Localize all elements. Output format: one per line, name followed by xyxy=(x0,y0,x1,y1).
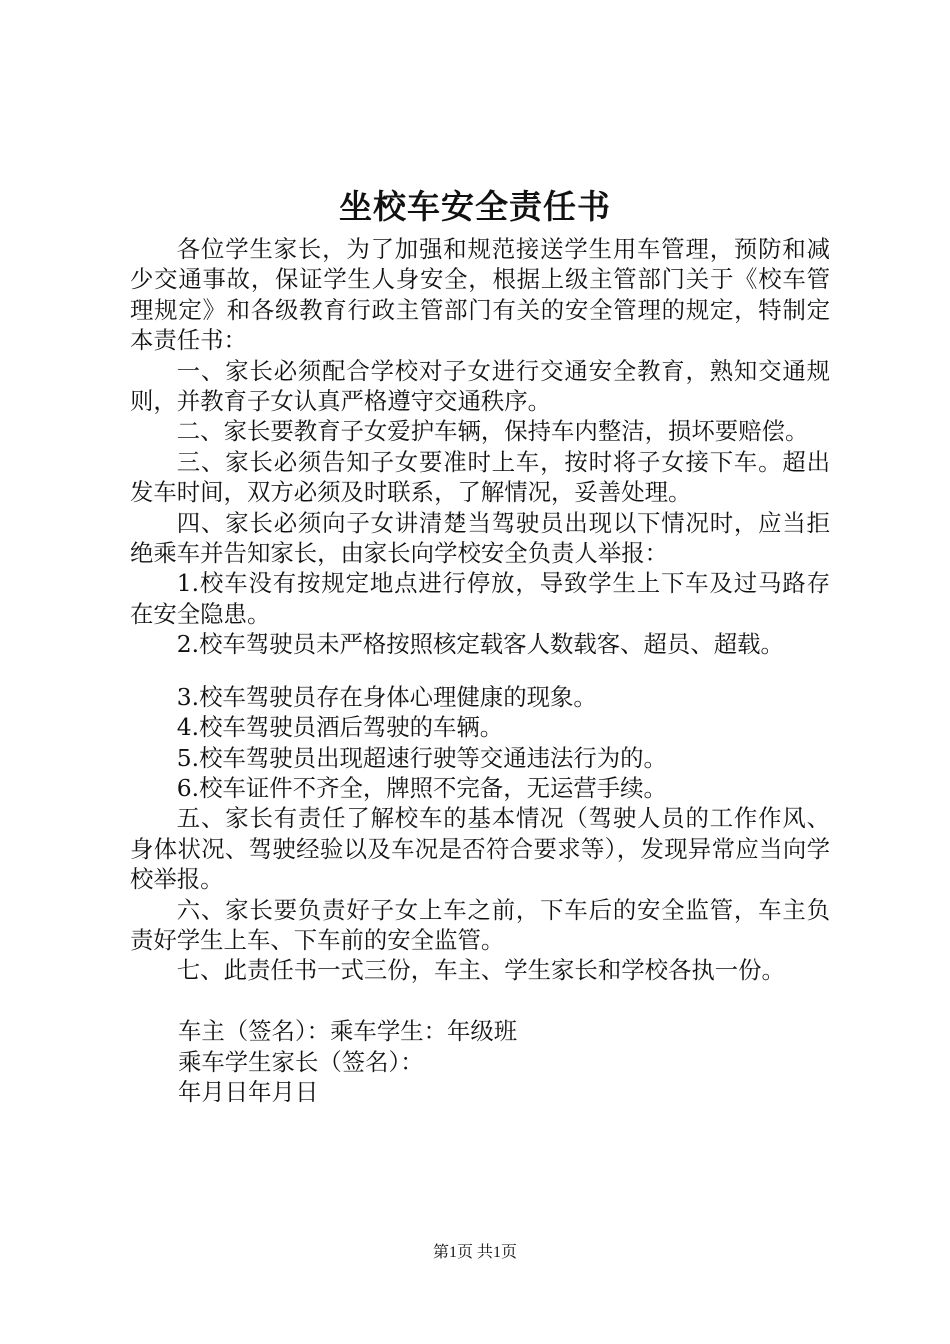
signature-line-owner: 车主（签名）：乘车学生：年级班 xyxy=(178,1017,518,1046)
intro-paragraph: 各位学生家长，为了加强和规范接送学生用车管理，预防和减少交通事故，保证学生人身安全，根据上级主管部门关于《校车管理规定》和各级教育行政主管部门有关的安全管理的规定，特制定本责任书： xyxy=(130,235,830,355)
clause-7: 七、此责任书一式三份，车主、学生家长和学校各执一份。 xyxy=(176,956,785,985)
clause-6: 六、家长要负责好子女上车之前，下车后的安全监管，车主负责好学生上车、下车前的安全监管。 xyxy=(130,895,830,954)
document-body xyxy=(130,234,830,1107)
spacer xyxy=(130,660,830,682)
page-footer: 第1页 共1页 xyxy=(432,1244,517,1261)
signature-line-parent: 乘车学生家长（签名）： xyxy=(178,1047,424,1076)
clause-5: 五、家长有责任了解校车的基本情况（驾驶人员的工作作风、身体状况、驾驶经验以及车况是否符合要求等），发现异常应当向学校举报。 xyxy=(130,804,830,894)
clause-4-item-1: 1.校车没有按规定地点进行停放，导致学生上下车及过马路存在安全隐患。 xyxy=(130,569,830,628)
clause-4-item-6: 6.校车证件不齐全，牌照不完备，无运营手续。 xyxy=(176,773,667,802)
spacer xyxy=(130,986,830,1016)
clause-4-item-3: 3.校车驾驶员存在身体心理健康的现象。 xyxy=(176,682,597,711)
document-title: 坐校车安全责任书 xyxy=(339,187,611,226)
signature-line-date: 年月日年月日 xyxy=(178,1077,319,1106)
clause-2: 二、家长要教育子女爱护车辆，保持车内整洁，损坏要赔偿。 xyxy=(176,417,809,446)
clause-4-item-4: 4.校车驾驶员酒后驾驶的车辆。 xyxy=(176,713,504,742)
clause-4-item-5: 5.校车驾驶员出现超速行驶等交通违法行为的。 xyxy=(176,743,667,772)
clause-1: 一、家长必须配合学校对子女进行交通安全教育，熟知交通规则，并教育子女认真严格遵守交通秩序。 xyxy=(130,356,830,416)
clause-3: 三、家长必须告知子女要准时上车，按时将子女接下车。超出发车时间，双方必须及时联系，了解情况，妥善处理。 xyxy=(130,447,830,507)
clause-4: 四、家长必须向子女讲清楚当驾驶员出现以下情况时，应当拒绝乘车并告知家长，由家长向学校安全负责人举报： xyxy=(130,508,830,568)
clause-4-item-2: 2.校车驾驶员未严格按照核定载客人数载客、超员、超载。 xyxy=(176,630,784,659)
